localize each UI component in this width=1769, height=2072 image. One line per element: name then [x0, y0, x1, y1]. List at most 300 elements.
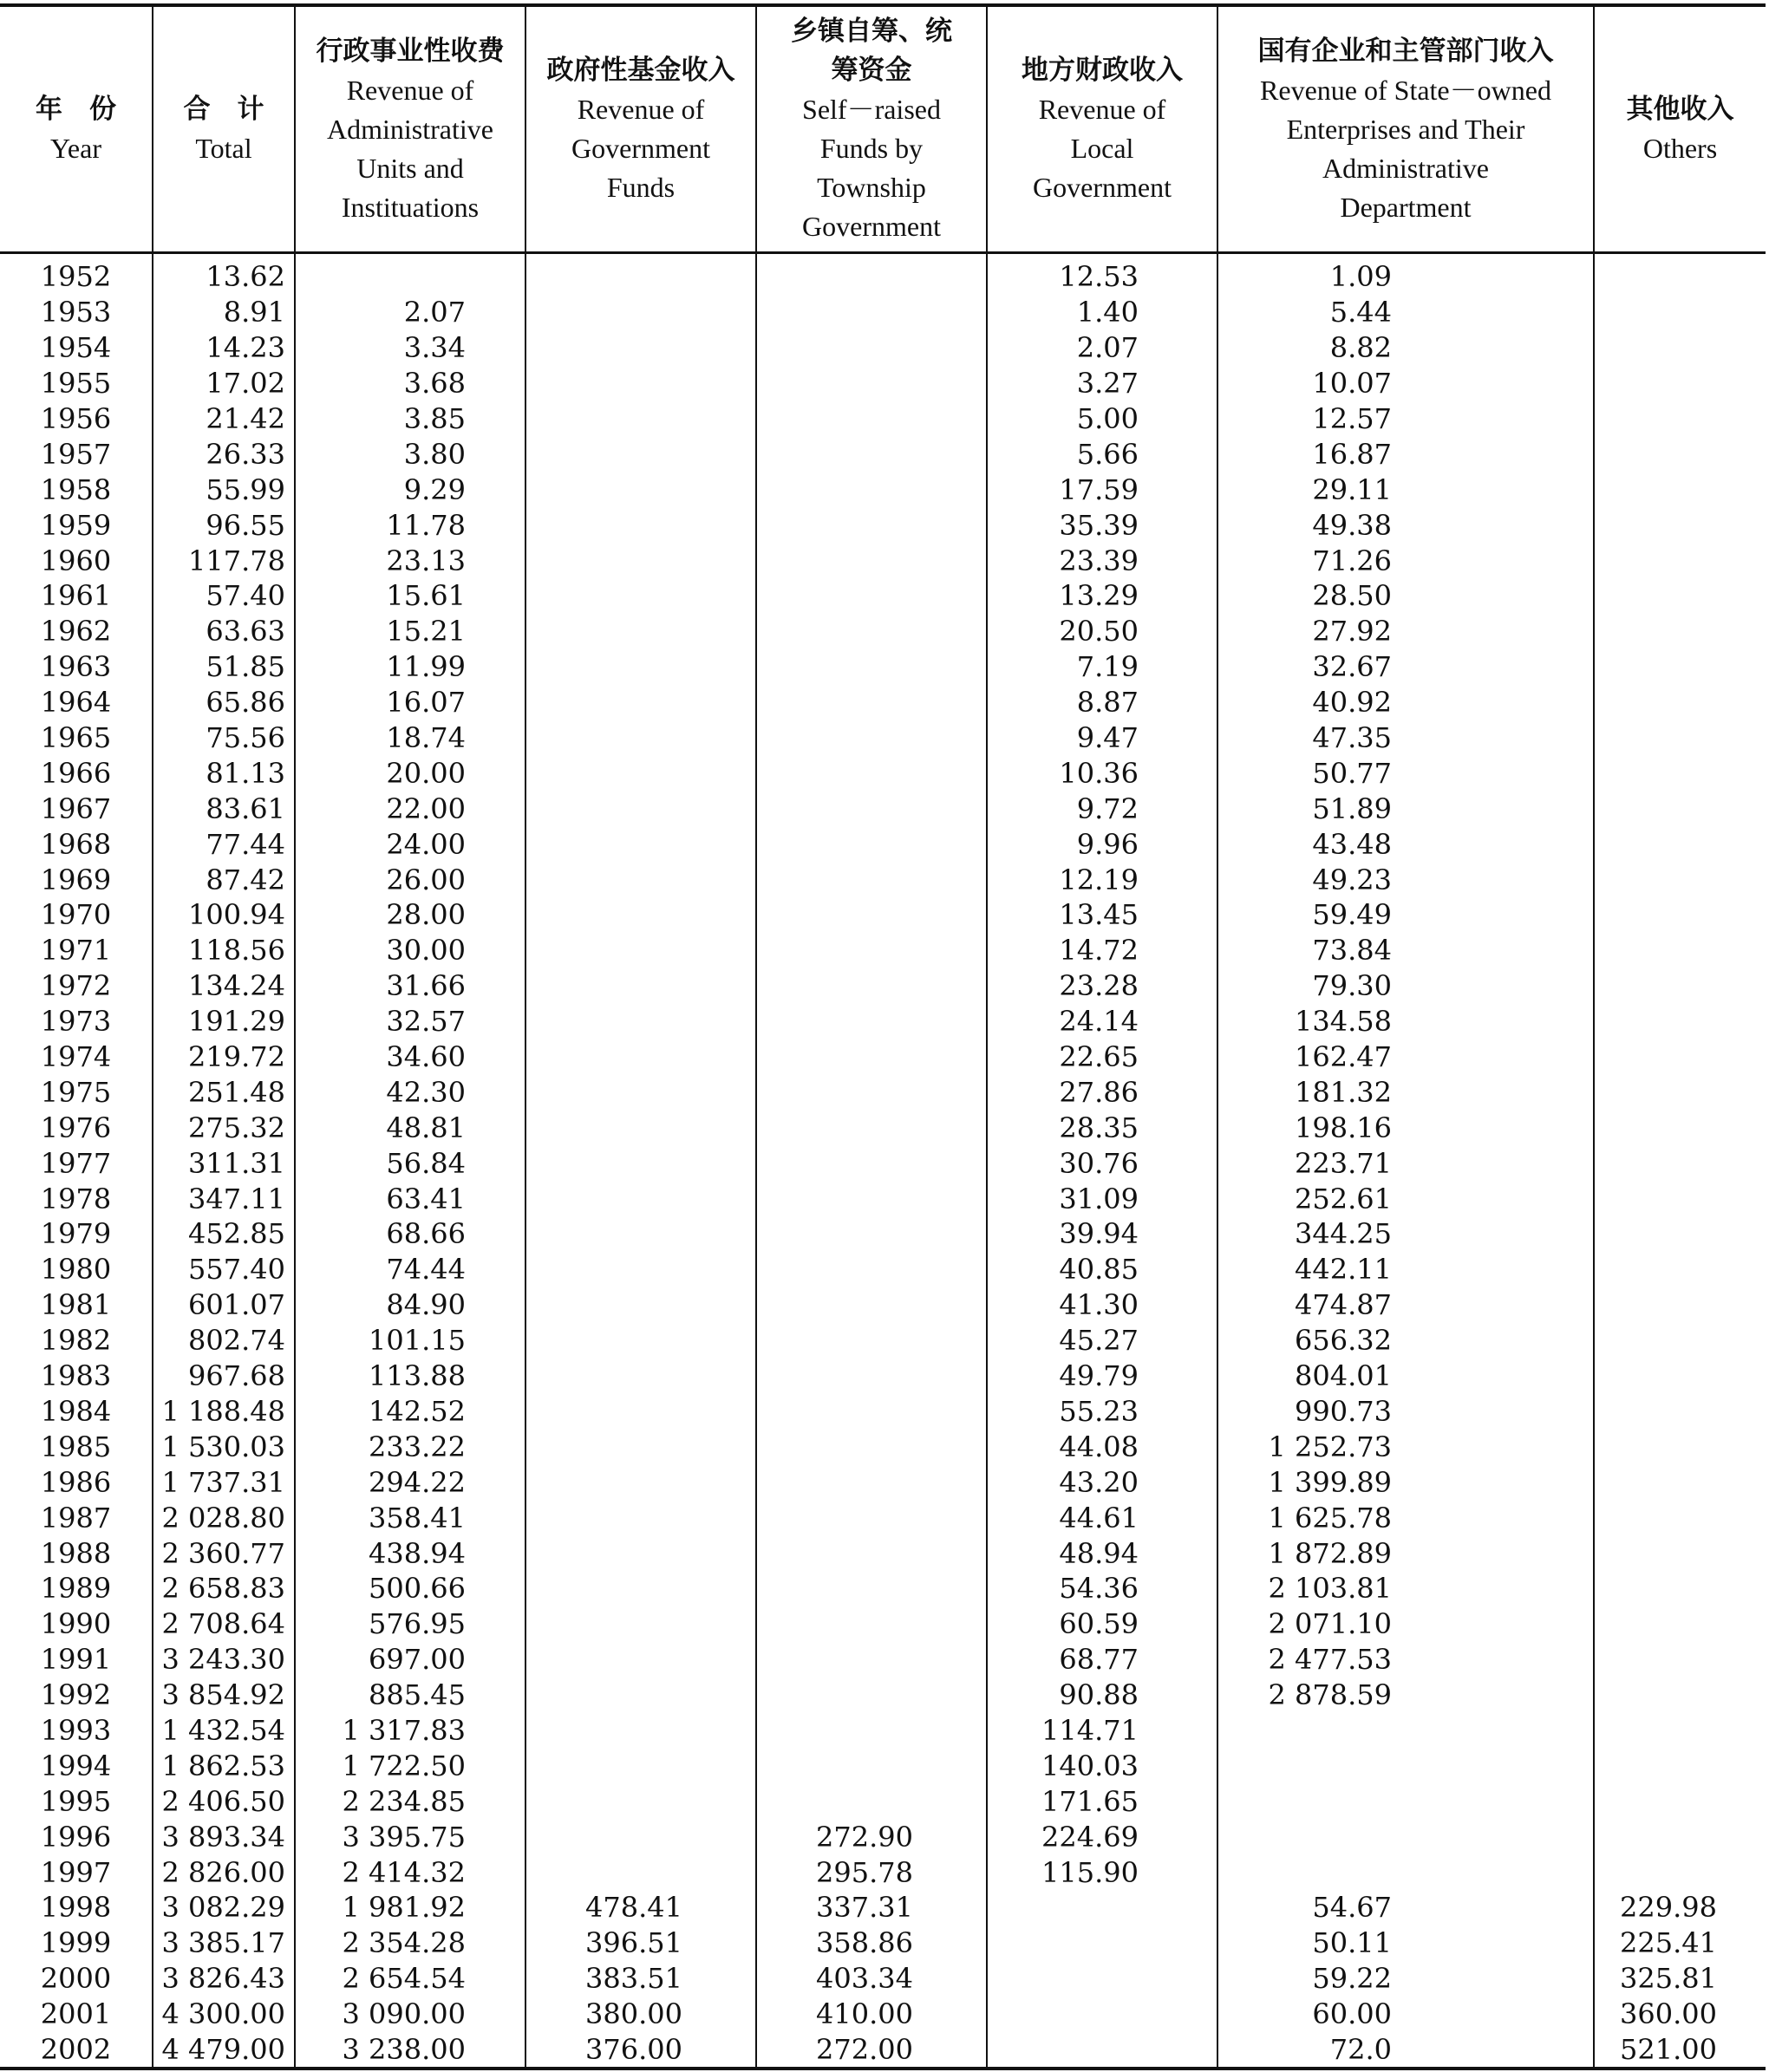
cell-local-government — [987, 1890, 1217, 1925]
cell-others: 229.98 — [1620, 1891, 1717, 1925]
cell-state-owned: 474.87 — [1217, 1287, 1594, 1323]
table-row — [0, 755, 1766, 791]
cell-government-funds — [525, 649, 756, 685]
table-row — [0, 1890, 1766, 1925]
cell-local-government: 12.53 — [987, 253, 1217, 295]
cell-state-owned: 252.61 — [1217, 1181, 1594, 1216]
cell-government-funds — [525, 755, 756, 791]
cell-others — [1594, 614, 1766, 649]
cell-total: 3 082.29 — [153, 1890, 295, 1925]
cell-others — [1594, 330, 1766, 366]
cell-total: 100.94 — [153, 897, 295, 933]
cell-township-funds — [756, 1181, 987, 1216]
header-state-owned-en: Revenue of State－owned Enterprises and Their Administrative Department — [1260, 74, 1551, 223]
cell-township-funds — [756, 507, 987, 543]
cell-township-funds — [756, 436, 987, 472]
cell-others — [1594, 1252, 1766, 1287]
table-row — [0, 720, 1766, 756]
cell-total: 63.63 — [153, 614, 295, 649]
cell-total: 191.29 — [153, 1004, 295, 1039]
cell-township-funds — [756, 755, 987, 791]
cell-others — [1594, 968, 1766, 1004]
cell-government-funds — [525, 1323, 756, 1359]
cell-government-funds — [525, 1145, 756, 1181]
cell-government-funds — [525, 862, 756, 897]
cell-total: 275.32 — [153, 1110, 295, 1145]
cell-government-funds: 383.51 — [525, 1961, 756, 1997]
cell-others: 360.00 — [1620, 1997, 1717, 2031]
cell-admin-fees: 48.81 — [295, 1110, 525, 1145]
cell-government-funds — [525, 1252, 756, 1287]
cell-local-government: 5.00 — [987, 401, 1217, 437]
cell-others — [1594, 933, 1766, 968]
cell-total: 601.07 — [153, 1287, 295, 1323]
cell-others — [1594, 1606, 1766, 1642]
cell-local-government: 60.59 — [987, 1606, 1217, 1642]
revenue-table — [0, 3, 1766, 2070]
cell-total: 17.02 — [153, 366, 295, 401]
cell-year: 1966 — [0, 755, 153, 791]
table-row — [0, 1110, 1766, 1145]
cell-government-funds — [525, 1074, 756, 1110]
cell-others — [1594, 1004, 1766, 1039]
cell-township-funds: 272.00 — [756, 2032, 987, 2069]
cell-admin-fees: 15.61 — [295, 578, 525, 614]
cell-local-government: 1.40 — [987, 295, 1217, 330]
cell-year: 1995 — [0, 1783, 153, 1819]
cell-total: 251.48 — [153, 1074, 295, 1110]
header-local-government-en: Revenue of Local Government — [1033, 94, 1172, 203]
cell-year: 1973 — [0, 1004, 153, 1039]
cell-year: 1968 — [0, 826, 153, 862]
header-admin-fees — [295, 5, 525, 253]
header-others — [1594, 5, 1766, 253]
cell-year: 1975 — [0, 1074, 153, 1110]
cell-others — [1594, 1287, 1766, 1323]
cell-government-funds — [525, 1819, 756, 1854]
cell-year: 1958 — [0, 472, 153, 507]
cell-total: 83.61 — [153, 791, 295, 826]
cell-admin-fees: 3.34 — [295, 330, 525, 366]
cell-total: 2 708.64 — [153, 1606, 295, 1642]
cell-township-funds: 272.90 — [756, 1819, 987, 1854]
header-state-owned-zh: 国有企业和主管部门收入 — [1257, 35, 1554, 67]
cell-admin-fees: 576.95 — [295, 1606, 525, 1642]
cell-township-funds — [756, 472, 987, 507]
cell-local-government: 39.94 — [987, 1216, 1217, 1252]
cell-others — [1594, 472, 1766, 507]
cell-state-owned: 12.57 — [1217, 401, 1594, 437]
cell-total: 75.56 — [153, 720, 295, 756]
cell-government-funds — [525, 1571, 756, 1606]
cell-local-government: 12.19 — [987, 862, 1217, 897]
cell-township-funds — [756, 1571, 987, 1606]
cell-total: 51.85 — [153, 649, 295, 685]
cell-year: 1997 — [0, 1854, 153, 1890]
cell-total: 118.56 — [153, 933, 295, 968]
cell-total: 4 479.00 — [153, 2032, 295, 2069]
cell-admin-fees: 18.74 — [295, 720, 525, 756]
cell-local-government — [987, 1997, 1217, 2032]
cell-others — [1594, 401, 1766, 437]
cell-local-government: 48.94 — [987, 1535, 1217, 1571]
header-local-government — [987, 5, 1217, 253]
cell-total: 452.85 — [153, 1216, 295, 1252]
cell-total: 3 243.30 — [153, 1642, 295, 1678]
cell-total: 2 658.83 — [153, 1571, 295, 1606]
cell-local-government: 68.77 — [987, 1642, 1217, 1678]
header-total — [153, 5, 295, 253]
cell-township-funds — [756, 1216, 987, 1252]
cell-admin-fees: 15.21 — [295, 614, 525, 649]
cell-government-funds — [525, 897, 756, 933]
cell-state-owned: 16.87 — [1217, 436, 1594, 472]
cell-local-government: 8.87 — [987, 685, 1217, 720]
cell-others — [1594, 253, 1766, 295]
header-township-funds — [756, 5, 987, 253]
table-row — [0, 1323, 1766, 1359]
cell-year: 1985 — [0, 1429, 153, 1464]
cell-township-funds: 410.00 — [756, 1997, 987, 2032]
cell-total: 8.91 — [153, 295, 295, 330]
cell-total: 2 360.77 — [153, 1535, 295, 1571]
cell-government-funds — [525, 826, 756, 862]
cell-township-funds — [756, 366, 987, 401]
cell-local-government — [987, 2032, 1217, 2069]
cell-local-government — [987, 1961, 1217, 1997]
header-others-zh: 其他收入 — [1626, 94, 1734, 125]
cell-others — [1594, 1854, 1766, 1890]
cell-township-funds — [756, 295, 987, 330]
cell-others — [1594, 826, 1766, 862]
cell-others — [1594, 1748, 1766, 1783]
cell-year: 1977 — [0, 1145, 153, 1181]
cell-township-funds — [756, 1394, 987, 1430]
cell-state-owned: 1 252.73 — [1217, 1429, 1594, 1464]
table-row — [0, 366, 1766, 401]
cell-others — [1594, 543, 1766, 578]
cell-local-government: 49.79 — [987, 1359, 1217, 1394]
cell-state-owned: 60.00 — [1217, 1997, 1594, 2032]
cell-state-owned: 71.26 — [1217, 543, 1594, 578]
cell-total: 3 826.43 — [153, 1961, 295, 1997]
cell-others: 225.41 — [1620, 1926, 1717, 1960]
header-local-government-zh: 地方财政收入 — [1022, 55, 1183, 86]
cell-state-owned: 1 625.78 — [1217, 1500, 1594, 1535]
cell-year: 1972 — [0, 968, 153, 1004]
cell-township-funds — [756, 1464, 987, 1500]
cell-local-government: 27.86 — [987, 1074, 1217, 1110]
cell-admin-fees: 438.94 — [295, 1535, 525, 1571]
table-row — [0, 1359, 1766, 1394]
cell-admin-fees: 84.90 — [295, 1287, 525, 1323]
cell-state-owned: 50.11 — [1217, 1925, 1594, 1961]
cell-state-owned: 40.92 — [1217, 685, 1594, 720]
cell-year: 2001 — [0, 1997, 153, 2032]
table-row — [0, 1145, 1766, 1181]
cell-others — [1594, 1535, 1766, 1571]
cell-state-owned: 2 103.81 — [1217, 1571, 1594, 1606]
cell-admin-fees: 74.44 — [295, 1252, 525, 1287]
cell-others — [1594, 1464, 1766, 1500]
cell-total: 81.13 — [153, 755, 295, 791]
cell-admin-fees: 1 981.92 — [295, 1890, 525, 1925]
cell-total: 1 188.48 — [153, 1394, 295, 1430]
cell-government-funds — [525, 401, 756, 437]
cell-admin-fees: 1 317.83 — [295, 1713, 525, 1749]
cell-state-owned: 134.58 — [1217, 1004, 1594, 1039]
table-row — [0, 862, 1766, 897]
cell-others — [1594, 1429, 1766, 1464]
cell-admin-fees: 885.45 — [295, 1678, 525, 1713]
cell-township-funds — [756, 1252, 987, 1287]
table-row — [0, 1961, 1766, 1997]
cell-others — [1594, 862, 1766, 897]
cell-year: 1954 — [0, 330, 153, 366]
cell-total: 219.72 — [153, 1039, 295, 1075]
cell-others — [1594, 507, 1766, 543]
cell-total: 967.68 — [153, 1359, 295, 1394]
cell-local-government: 24.14 — [987, 1004, 1217, 1039]
cell-total: 1 432.54 — [153, 1713, 295, 1749]
cell-state-owned: 28.50 — [1217, 578, 1594, 614]
table-row — [0, 507, 1766, 543]
header-admin-fees-en: Revenue of Administrative Units and Instituations — [327, 74, 493, 223]
cell-state-owned: 2 071.10 — [1217, 1606, 1594, 1642]
cell-government-funds — [525, 1039, 756, 1075]
cell-township-funds — [756, 862, 987, 897]
cell-local-government: 30.76 — [987, 1145, 1217, 1181]
cell-admin-fees: 3 238.00 — [295, 2032, 525, 2069]
cell-year: 1955 — [0, 366, 153, 401]
table-row — [0, 1216, 1766, 1252]
cell-township-funds — [756, 1678, 987, 1713]
cell-local-government: 14.72 — [987, 933, 1217, 968]
cell-township-funds — [756, 1039, 987, 1075]
cell-admin-fees: 3 395.75 — [295, 1819, 525, 1854]
cell-local-government: 3.27 — [987, 366, 1217, 401]
cell-total: 4 300.00 — [153, 1997, 295, 2032]
cell-year: 1988 — [0, 1535, 153, 1571]
cell-township-funds — [756, 1500, 987, 1535]
header-government-funds-zh: 政府性基金收入 — [546, 55, 735, 86]
cell-government-funds — [525, 720, 756, 756]
table-row — [0, 1394, 1766, 1430]
header-township-funds-en: Self－raised Funds by Township Government — [802, 94, 941, 242]
cell-admin-fees: 34.60 — [295, 1039, 525, 1075]
header-total-en: Total — [195, 133, 252, 164]
cell-year: 1974 — [0, 1039, 153, 1075]
cell-local-government: 23.39 — [987, 543, 1217, 578]
cell-state-owned: 51.89 — [1217, 791, 1594, 826]
table-row — [0, 472, 1766, 507]
cell-total: 87.42 — [153, 862, 295, 897]
cell-township-funds — [756, 791, 987, 826]
table-row — [0, 649, 1766, 685]
cell-total: 14.23 — [153, 330, 295, 366]
cell-state-owned: 54.67 — [1217, 1890, 1594, 1925]
cell-government-funds — [525, 614, 756, 649]
header-admin-fees-zh: 行政事业性收费 — [316, 35, 505, 67]
cell-state-owned: 59.22 — [1217, 1961, 1594, 1997]
table-row — [0, 1500, 1766, 1535]
cell-admin-fees: 294.22 — [295, 1464, 525, 1500]
cell-others — [1594, 1783, 1766, 1819]
cell-local-government: 20.50 — [987, 614, 1217, 649]
cell-township-funds — [756, 1713, 987, 1749]
cell-admin-fees: 56.84 — [295, 1145, 525, 1181]
table-row — [0, 1997, 1766, 2032]
cell-year: 1959 — [0, 507, 153, 543]
cell-state-owned: 49.23 — [1217, 862, 1594, 897]
cell-government-funds — [525, 1606, 756, 1642]
cell-total: 802.74 — [153, 1323, 295, 1359]
cell-state-owned: 1 399.89 — [1217, 1464, 1594, 1500]
cell-local-government: 23.28 — [987, 968, 1217, 1004]
cell-total: 77.44 — [153, 826, 295, 862]
table-row — [0, 1535, 1766, 1571]
cell-admin-fees: 23.13 — [295, 543, 525, 578]
table-row — [0, 401, 1766, 437]
cell-year: 2002 — [0, 2032, 153, 2069]
cell-township-funds — [756, 1323, 987, 1359]
cell-others — [1594, 720, 1766, 756]
cell-government-funds — [525, 1748, 756, 1783]
table-row — [0, 791, 1766, 826]
table-row — [0, 1464, 1766, 1500]
cell-total: 65.86 — [153, 685, 295, 720]
cell-year: 1965 — [0, 720, 153, 756]
cell-local-government: 43.20 — [987, 1464, 1217, 1500]
cell-admin-fees: 3.80 — [295, 436, 525, 472]
table-row — [0, 1252, 1766, 1287]
cell-state-owned: 223.71 — [1217, 1145, 1594, 1181]
header-year-zh: 年 份 — [36, 94, 116, 125]
table-row — [0, 1571, 1766, 1606]
cell-township-funds — [756, 1110, 987, 1145]
cell-admin-fees: 233.22 — [295, 1429, 525, 1464]
cell-state-owned: 72.0 — [1217, 2032, 1594, 2069]
cell-state-owned: 162.47 — [1217, 1039, 1594, 1075]
table-row — [0, 826, 1766, 862]
cell-admin-fees: 101.15 — [295, 1323, 525, 1359]
cell-admin-fees: 30.00 — [295, 933, 525, 968]
cell-total: 1 862.53 — [153, 1748, 295, 1783]
cell-others — [1594, 1110, 1766, 1145]
cell-others — [1594, 1039, 1766, 1075]
cell-others — [1594, 1678, 1766, 1713]
cell-year: 1953 — [0, 295, 153, 330]
cell-state-owned: 5.44 — [1217, 295, 1594, 330]
cell-total: 117.78 — [153, 543, 295, 578]
cell-others — [1594, 1216, 1766, 1252]
cell-state-owned: 442.11 — [1217, 1252, 1594, 1287]
cell-state-owned: 181.32 — [1217, 1074, 1594, 1110]
cell-state-owned: 32.67 — [1217, 649, 1594, 685]
cell-state-owned: 47.35 — [1217, 720, 1594, 756]
cell-township-funds: 337.31 — [756, 1890, 987, 1925]
cell-state-owned: 10.07 — [1217, 366, 1594, 401]
cell-government-funds — [525, 968, 756, 1004]
cell-admin-fees: 2 414.32 — [295, 1854, 525, 1890]
table-row — [0, 1004, 1766, 1039]
cell-admin-fees: 68.66 — [295, 1216, 525, 1252]
header-state-owned — [1217, 5, 1594, 253]
cell-admin-fees: 63.41 — [295, 1181, 525, 1216]
cell-township-funds — [756, 1074, 987, 1110]
cell-others — [1594, 1359, 1766, 1394]
cell-government-funds — [525, 1004, 756, 1039]
cell-admin-fees: 1 722.50 — [295, 1748, 525, 1783]
cell-others — [1594, 366, 1766, 401]
cell-local-government: 44.08 — [987, 1429, 1217, 1464]
table-row — [0, 897, 1766, 933]
cell-government-funds — [525, 1464, 756, 1500]
table-row — [0, 2032, 1766, 2069]
cell-admin-fees: 358.41 — [295, 1500, 525, 1535]
cell-others — [1594, 685, 1766, 720]
cell-government-funds — [525, 1500, 756, 1535]
header-others-en: Others — [1642, 133, 1718, 164]
cell-year: 1981 — [0, 1287, 153, 1323]
cell-township-funds — [756, 1642, 987, 1678]
cell-state-owned: 344.25 — [1217, 1216, 1594, 1252]
table-row — [0, 330, 1766, 366]
cell-local-government: 9.72 — [987, 791, 1217, 826]
cell-local-government: 114.71 — [987, 1713, 1217, 1749]
cell-local-government: 9.47 — [987, 720, 1217, 756]
cell-year: 1987 — [0, 1500, 153, 1535]
cell-government-funds — [525, 1783, 756, 1819]
cell-year: 1979 — [0, 1216, 153, 1252]
cell-others: 325.81 — [1620, 1962, 1717, 1996]
header-government-funds — [525, 5, 756, 253]
table-row — [0, 1039, 1766, 1075]
cell-local-government — [987, 1925, 1217, 1961]
cell-year: 1982 — [0, 1323, 153, 1359]
cell-local-government: 40.85 — [987, 1252, 1217, 1287]
cell-year: 1999 — [0, 1925, 153, 1961]
cell-state-owned: 79.30 — [1217, 968, 1594, 1004]
cell-township-funds — [756, 1783, 987, 1819]
cell-government-funds — [525, 1394, 756, 1430]
cell-admin-fees: 3.68 — [295, 366, 525, 401]
table-row — [0, 1748, 1766, 1783]
cell-admin-fees: 11.78 — [295, 507, 525, 543]
cell-others — [1594, 1145, 1766, 1181]
cell-township-funds: 295.78 — [756, 1854, 987, 1890]
cell-total: 57.40 — [153, 578, 295, 614]
cell-total: 55.99 — [153, 472, 295, 507]
cell-state-owned — [1217, 1713, 1594, 1749]
cell-year: 1961 — [0, 578, 153, 614]
table-row — [0, 578, 1766, 614]
cell-township-funds — [756, 543, 987, 578]
cell-total: 3 893.34 — [153, 1819, 295, 1854]
cell-admin-fees — [295, 253, 525, 295]
cell-admin-fees: 2 234.85 — [295, 1783, 525, 1819]
cell-local-government: 45.27 — [987, 1323, 1217, 1359]
cell-government-funds — [525, 1216, 756, 1252]
cell-local-government: 5.66 — [987, 436, 1217, 472]
cell-state-owned: 27.92 — [1217, 614, 1594, 649]
cell-local-government: 44.61 — [987, 1500, 1217, 1535]
cell-others — [1594, 897, 1766, 933]
cell-local-government: 115.90 — [987, 1854, 1217, 1890]
cell-government-funds — [525, 253, 756, 295]
cell-total: 311.31 — [153, 1145, 295, 1181]
cell-local-government: 2.07 — [987, 330, 1217, 366]
